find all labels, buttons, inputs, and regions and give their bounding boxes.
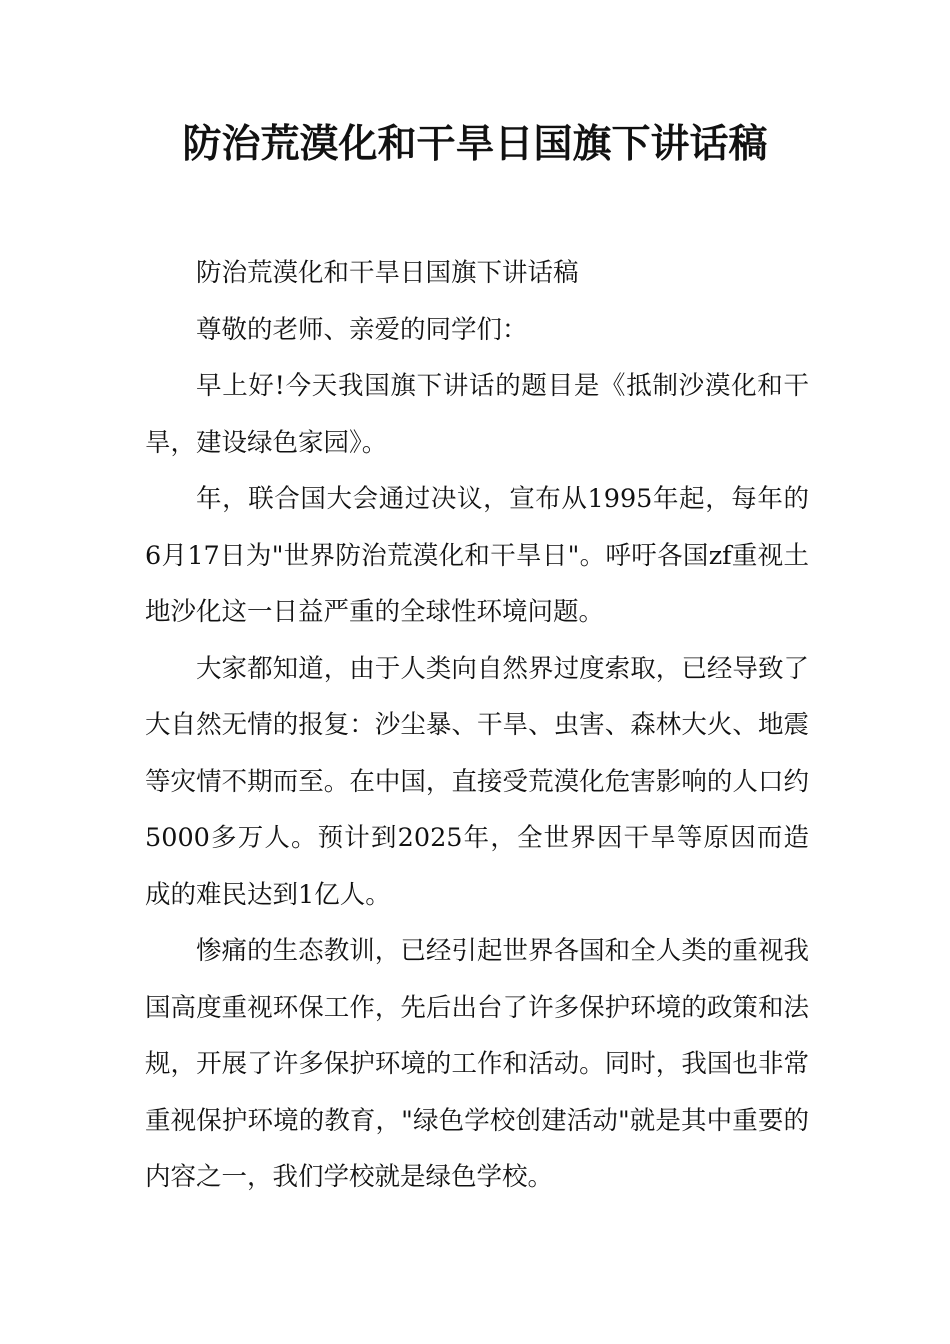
paragraph-un-resolution: 年，联合国大会通过决议，宣布从1995年起，每年的6月17日为"世界防治荒漠化和干旱日"。呼吁各国zf重视土地沙化这一日益严重的全球性环境问题。: [145, 484, 809, 627]
paragraph-ecological-lesson: 惨痛的生态教训，已经引起世界各国和全人类的重视我国高度重视环保工作，先后出台了许多保护环境的政策和法规，开展了许多保护环境的工作和活动。同时，我国也非常重视保护环境的教育，"绿色学校创建活动"就是其中重要的内容之一，我们学校就是绿色学校。: [145, 936, 809, 1192]
document-title: 防治荒漠化和干旱日国旗下讲话稿: [182, 121, 768, 167]
paragraph-nature-retaliation: 大家都知道，由于人类向自然界过度索取，已经导致了大自然无情的报复：沙尘暴、干旱、虫害、森林大火、地震等灾情不期而至。在中国，直接受荒漠化危害影响的人口约5000多万人。预计到2025年，全世界因干旱等原因而造成的难民达到1亿人。: [145, 653, 809, 910]
document-body: [145, 245, 809, 1206]
paragraph-heading-repeat: 防治荒漠化和干旱日国旗下讲话稿: [196, 258, 579, 288]
paragraph-salutation: 尊敬的老师、亲爱的同学们：: [196, 314, 528, 345]
paragraph-greeting: 早上好!今天我国旗下讲话的题目是《抵制沙漠化和干旱，建设绿色家园》。: [145, 371, 809, 458]
